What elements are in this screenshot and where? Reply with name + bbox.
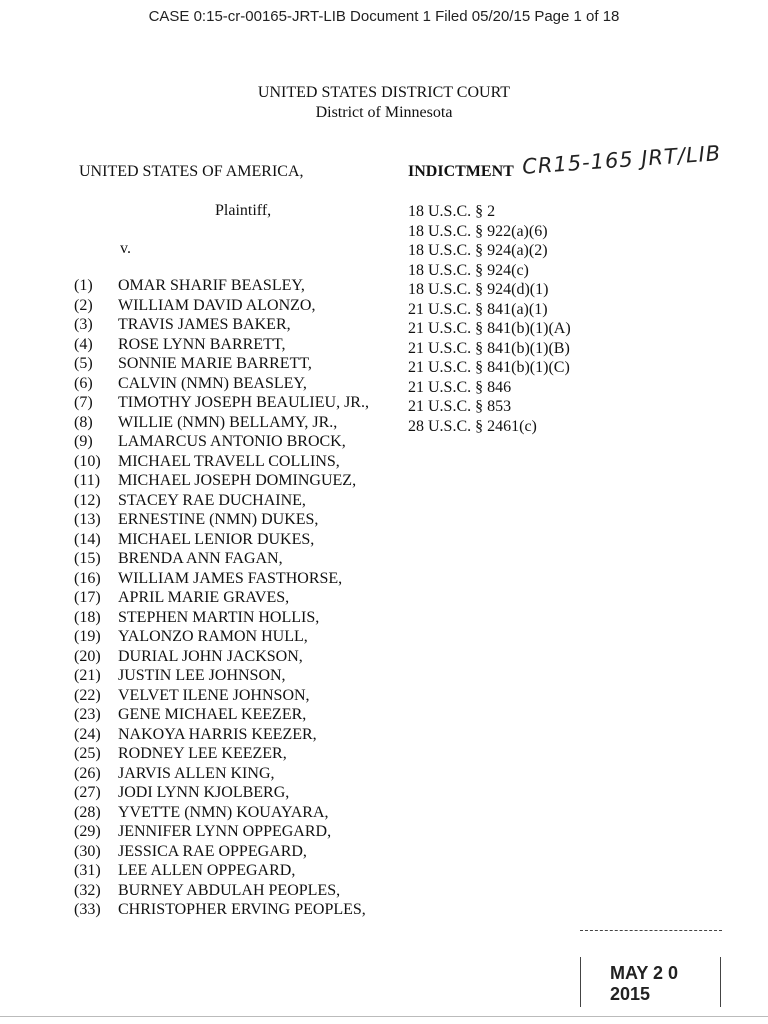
defendant-number: (23): [74, 706, 101, 723]
defendant-number: (1): [74, 277, 93, 294]
statute-item: 18 U.S.C. § 924(c): [408, 261, 529, 279]
versus-label: v.: [120, 240, 131, 257]
statute-item: 18 U.S.C. § 2: [408, 203, 496, 220]
defendant-item: [74, 608, 369, 628]
defendant-item: [74, 822, 369, 842]
defendant-list: [74, 276, 369, 920]
defendant-name: JODI LYNN KJOLBERG,: [118, 784, 290, 801]
defendant-number: (15): [74, 550, 101, 567]
defendant-number: (2): [74, 296, 93, 314]
defendant-item: [74, 647, 369, 667]
received-stamp: [580, 930, 722, 1011]
statute-item: 21 U.S.C. § 841(a)(1): [408, 300, 548, 318]
defendant-item: [74, 588, 369, 608]
defendant-item: [74, 666, 369, 686]
defendant-number: (25): [74, 745, 101, 762]
defendant-item: [74, 471, 369, 491]
defendant-item: [74, 452, 369, 472]
defendant-item: [74, 374, 369, 394]
defendant-item: [74, 491, 369, 511]
defendant-number: (14): [74, 530, 101, 548]
defendant-name: TIMOTHY JOSEPH BEAULIEU, JR.,: [118, 394, 369, 411]
defendant-name: STACEY RAE DUCHAINE,: [118, 491, 306, 509]
defendant-number: (31): [74, 862, 101, 879]
defendant-name: JENNIFER LYNN OPPEGARD,: [118, 823, 332, 840]
defendant-name: RODNEY LEE KEEZER,: [118, 745, 287, 762]
stamp-right-border: [720, 957, 722, 1007]
defendant-number: (33): [74, 901, 101, 918]
defendant-number: (19): [74, 628, 101, 645]
defendant-number: (29): [74, 823, 101, 840]
statute-item: 18 U.S.C. § 924(d)(1): [408, 281, 549, 298]
defendant-number: (22): [74, 686, 101, 704]
statute-item: 21 U.S.C. § 841(b)(1)(C): [408, 359, 570, 376]
defendant-item: [74, 510, 369, 530]
defendant-name: JESSICA RAE OPPEGARD,: [118, 842, 307, 860]
defendant-number: (27): [74, 784, 101, 801]
court-heading: [0, 83, 768, 123]
defendant-item: [74, 354, 369, 374]
defendant-name: TRAVIS JAMES BAKER,: [118, 316, 291, 333]
defendant-item: [74, 315, 369, 335]
defendant-item: [74, 549, 369, 569]
defendant-name: APRIL MARIE GRAVES,: [118, 589, 290, 606]
defendant-name: OMAR SHARIF BEASLEY,: [118, 277, 305, 294]
defendant-name: ROSE LYNN BARRETT,: [118, 335, 286, 353]
defendant-item: [74, 783, 369, 803]
stamp-left-border: [580, 957, 582, 1007]
stamp-date: MAY 2 0 2015: [610, 963, 679, 1004]
defendant-item: [74, 276, 369, 296]
defendant-number: (4): [74, 335, 93, 353]
defendant-number: (3): [74, 316, 93, 333]
defendant-name: CHRISTOPHER ERVING PEOPLES,: [118, 901, 366, 918]
statute-item: 21 U.S.C. § 841(b)(1)(A): [408, 320, 571, 337]
defendant-number: (8): [74, 413, 93, 431]
defendant-number: (10): [74, 452, 101, 470]
case-header: CASE 0:15-cr-00165-JRT-LIB Document 1 Filed 05/20/15 Page 1 of 18: [148, 8, 620, 25]
defendant-number: (24): [74, 725, 101, 743]
defendant-number: (7): [74, 394, 93, 411]
defendant-item: [74, 686, 369, 706]
defendant-number: (16): [74, 569, 101, 587]
defendant-item: [74, 296, 369, 316]
defendant-name: WILLIAM JAMES FASTHORSE,: [118, 569, 343, 587]
defendant-name: ERNESTINE (NMN) DUKES,: [118, 511, 319, 528]
defendant-name: SONNIE MARIE BARRETT,: [118, 355, 312, 372]
defendant-item: [74, 744, 369, 764]
court-name: UNITED STATES DISTRICT COURT: [257, 84, 511, 101]
defendant-number: (17): [74, 589, 101, 606]
defendant-name: LEE ALLEN OPPEGARD,: [118, 862, 296, 879]
defendant-item: [74, 842, 369, 862]
defendant-name: YVETTE (NMN) KOUAYARA,: [118, 803, 329, 821]
defendant-number: (32): [74, 881, 101, 899]
defendant-number: (5): [74, 355, 93, 372]
defendant-item: [74, 900, 369, 920]
defendant-name: VELVET ILENE JOHNSON,: [118, 686, 310, 704]
defendant-name: DURIAL JOHN JACKSON,: [118, 647, 303, 665]
defendant-item: [74, 413, 369, 433]
statute-item: 21 U.S.C. § 853: [408, 398, 512, 415]
defendant-name: GENE MICHAEL KEEZER,: [118, 706, 307, 723]
plaintiff-role: Plaintiff,: [215, 202, 272, 219]
defendant-name: BRENDA ANN FAGAN,: [118, 550, 283, 567]
defendant-name: BURNEY ABDULAH PEOPLES,: [118, 881, 341, 899]
defendant-name: WILLIE (NMN) BELLAMY, JR.,: [118, 413, 338, 431]
defendant-name: WILLIAM DAVID ALONZO,: [118, 296, 316, 314]
defendant-item: [74, 569, 369, 589]
defendant-name: JARVIS ALLEN KING,: [118, 764, 275, 782]
defendant-item: [74, 764, 369, 784]
defendant-name: MICHAEL JOSEPH DOMINGUEZ,: [118, 472, 357, 489]
defendant-name: JUSTIN LEE JOHNSON,: [118, 667, 286, 684]
defendant-name: MICHAEL TRAVELL COLLINS,: [118, 452, 340, 470]
defendant-item: [74, 861, 369, 881]
defendant-name: NAKOYA HARRIS KEEZER,: [118, 725, 317, 743]
defendant-name: MICHAEL LENIOR DUKES,: [118, 530, 315, 548]
defendant-number: (26): [74, 764, 101, 782]
defendant-item: [74, 705, 369, 725]
defendant-number: (12): [74, 491, 101, 509]
defendant-name: CALVIN (NMN) BEASLEY,: [118, 374, 307, 392]
statute-item: 21 U.S.C. § 841(b)(1)(B): [408, 339, 570, 357]
statute-item: 18 U.S.C. § 922(a)(6): [408, 222, 548, 240]
defendant-number: (30): [74, 842, 101, 860]
plaintiff-name: UNITED STATES OF AMERICA,: [79, 163, 304, 180]
defendant-number: (11): [74, 472, 101, 489]
court-district: District of Minnesota: [315, 104, 453, 121]
defendant-name: LAMARCUS ANTONIO BROCK,: [118, 433, 346, 450]
defendant-number: (28): [74, 803, 101, 821]
defendant-number: (13): [74, 511, 101, 528]
handwritten-case-number: CR15-165 JRT/LIB: [521, 141, 722, 179]
statute-item: 18 U.S.C. § 924(a)(2): [408, 242, 548, 259]
defendant-item: [74, 432, 369, 452]
defendant-item: [74, 725, 369, 745]
statute-item: 28 U.S.C. § 2461(c): [408, 417, 537, 435]
defendant-name: YALONZO RAMON HULL,: [118, 628, 308, 645]
statute-list: [408, 202, 571, 436]
defendant-item: [74, 627, 369, 647]
defendant-number: (6): [74, 374, 93, 392]
defendant-number: (18): [74, 608, 101, 626]
indictment-label: INDICTMENT: [408, 163, 514, 180]
defendant-name: STEPHEN MARTIN HOLLIS,: [118, 608, 320, 626]
page-bottom-rule: [0, 1016, 768, 1017]
defendant-number: (9): [74, 433, 93, 450]
defendant-item: [74, 881, 369, 901]
defendant-item: [74, 803, 369, 823]
statute-item: 21 U.S.C. § 846: [408, 378, 512, 396]
defendant-item: [74, 335, 369, 355]
defendant-item: [74, 393, 369, 413]
defendant-number: (20): [74, 647, 101, 665]
defendant-number: (21): [74, 667, 101, 684]
defendant-item: [74, 530, 369, 550]
